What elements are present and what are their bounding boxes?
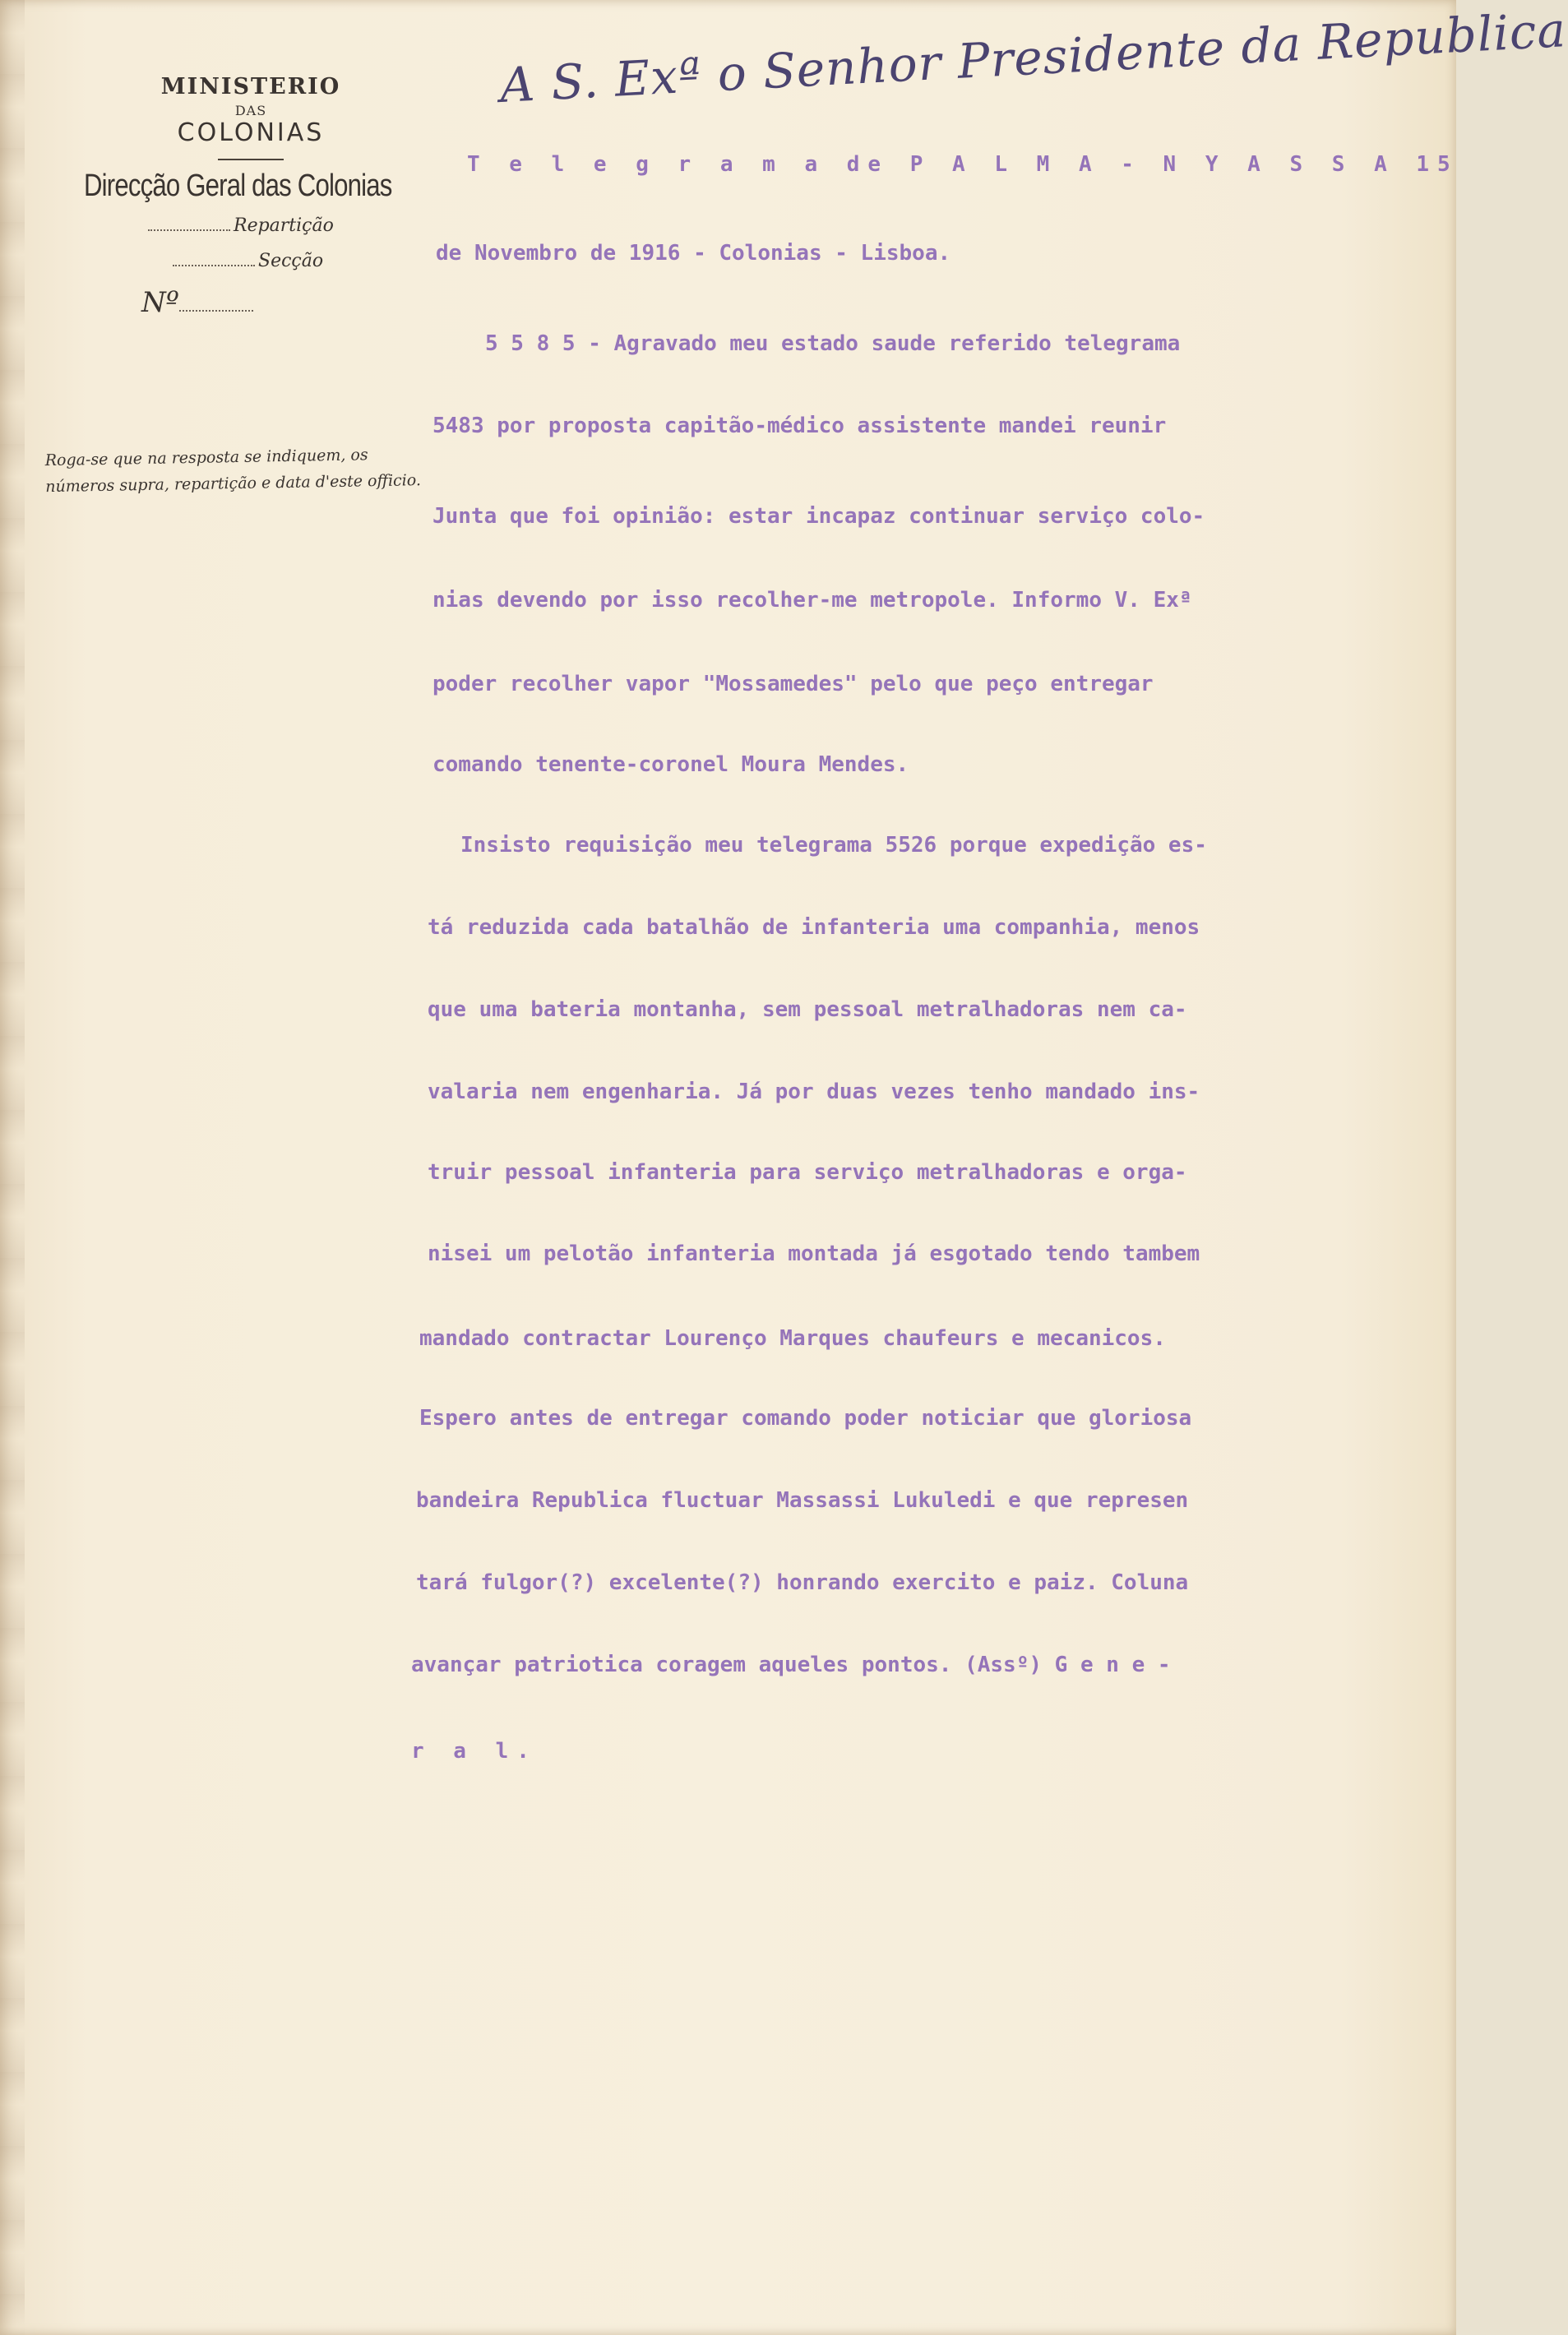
torn-left-edge xyxy=(0,0,25,2335)
telegram-line: Junta que foi opinião: estar incapaz continuar serviço colo- xyxy=(432,504,1205,529)
letterhead-divider xyxy=(218,159,284,160)
telegram-line: mandado contractar Lourenço Marques chaufeurs e mecanicos. xyxy=(419,1326,1166,1351)
reparticao-label: Repartição xyxy=(234,215,334,236)
telegram-line: Insisto requisição meu telegrama 5526 porque expedição es- xyxy=(460,833,1207,858)
letterhead-colonias: COLONIAS xyxy=(177,118,325,147)
telegram-line: nias devendo por isso recolher-me metropole. Informo V. Exª xyxy=(432,588,1192,613)
letterhead-ministry: MINISTERIO xyxy=(160,74,341,99)
telegram-line: r a l. xyxy=(411,1739,538,1764)
telegram-line: comando tenente-coronel Moura Mendes. xyxy=(432,752,909,777)
seccao-dots xyxy=(173,265,255,266)
telegram-line: truir pessoal infanteria para serviço metralhadoras e orga- xyxy=(428,1160,1187,1185)
reparticao-dots xyxy=(148,229,230,231)
telegram-line: que uma bateria montanha, sem pessoal metralhadoras nem ca- xyxy=(428,997,1187,1022)
letterhead-direccao: Direcção Geral das Colonias xyxy=(84,169,392,203)
seccao-field xyxy=(173,251,419,271)
telegram-line: tá reduzida cada batalhão de infanteria uma companhia, menos xyxy=(428,915,1200,940)
telegram-line: 5483 por proposta capitão-médico assistente mandei reunir xyxy=(432,414,1167,438)
telegram-line: de Novembro de 1916 - Colonias - Lisboa. xyxy=(436,241,951,266)
letterhead-das: DAS xyxy=(234,103,267,118)
telegram-line: avançar patriotica coragem aqueles pontos. (Assº) G e n e - xyxy=(411,1653,1171,1677)
telegram-line: valaria nem engenharia. Já por duas vezes tenho mandado ins- xyxy=(428,1080,1200,1104)
telegram-line: nisei um pelotão infanteria montada já esgotado tendo tambem xyxy=(428,1241,1200,1266)
telegram-line: tará fulgor(?) excelente(?) honrando exercito e paiz. Coluna xyxy=(416,1570,1189,1595)
numero-field xyxy=(141,286,419,319)
numero-dots xyxy=(179,310,253,312)
letterhead xyxy=(49,74,419,319)
reparticao-field xyxy=(148,215,419,236)
telegram-line: Espero antes de entregar comando poder noticiar que gloriosa xyxy=(419,1406,1192,1431)
numero-label: Nº xyxy=(141,286,179,319)
telegram-line: 5 5 8 5 - Agravado meu estado saude referido telegrama xyxy=(485,331,1181,356)
seccao-label: Secção xyxy=(258,251,324,271)
telegram-line: T e l e g r a m a de P A L M A - N Y A S S A 15 xyxy=(467,152,1459,177)
telegram-line: bandeira Republica fluctuar Massassi Lukuledi e que represen xyxy=(416,1488,1189,1513)
handwritten-address: A S. Exª o Senhor Presidente da Republica xyxy=(498,2,1568,113)
letterhead-reply-note: Roga-se que na resposta se indiquem, os números supra, repartição e data d'este officio. xyxy=(44,446,422,497)
telegram-line: poder recolher vapor "Mossamedes" pelo que peço entregar xyxy=(432,672,1154,696)
